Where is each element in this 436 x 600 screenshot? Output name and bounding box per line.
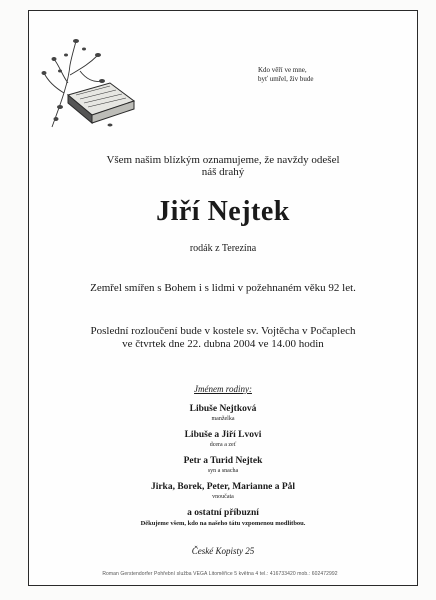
bible-verse-line-2: byť umřel, živ bude [258,75,314,83]
deceased-name: Jiří Nejtek [156,196,290,227]
funeral-line-2: ve čtvrtek dne 22. dubna 2004 ve 14.00 hodin [122,338,324,350]
bible-verse-line-1: Kdo věří ve mne, [258,66,307,74]
mourner-relation: dcera a zeť [209,442,237,448]
mourner-name: Jirka, Borek, Peter, Marianne a Pål [150,482,296,492]
mourner-item [28,430,418,449]
bible-with-flowers-illustration [40,35,140,135]
family-header: Jménem rodiny: [194,384,252,394]
mourner-relation: manželka [211,416,235,422]
funeral-details [28,325,418,351]
intro-line-2: náš drahý [201,166,245,178]
thanks-note: Děkujeme všem, kdo na našeho tátu vzpomenou modlitbou. [140,520,306,527]
intro-line-1: Všem našim blízkým oznamujeme, že navždy odešel [106,154,340,166]
mourner-relation: vnoučata [212,494,234,500]
mourner-name: Libuše a Jiří Lvovi [184,430,262,440]
mourner-item [28,456,418,475]
death-statement: Zemřel smířen s Bohem i s lidmi v požehnaném věku 92 let. [90,282,356,294]
deceased-origin: rodák z Terezína [189,243,257,254]
mourner-item [28,482,418,501]
bible-verse [258,66,313,84]
mourner-name: Libuše Nejtková [189,404,257,414]
announcement-intro [28,154,418,178]
mourner-name: Petr a Turid Nejtek [183,456,263,466]
mourner-item [28,404,418,423]
mourner-relation: syn a snacha [207,468,239,474]
other-relatives: a ostatní příbuzní [187,508,259,518]
family-address: České Kopisty 25 [191,546,255,556]
funeral-service-footer: Roman Gerstendorfer Pohřební služba VEGA Litoměřice 5 května 4 tel.: 416733420 mob.: 602472992 [102,571,338,577]
funeral-line-1: Poslední rozloučení bude v kostele sv. Vojtěcha v Počaplech [90,325,356,337]
family-list [28,384,418,518]
